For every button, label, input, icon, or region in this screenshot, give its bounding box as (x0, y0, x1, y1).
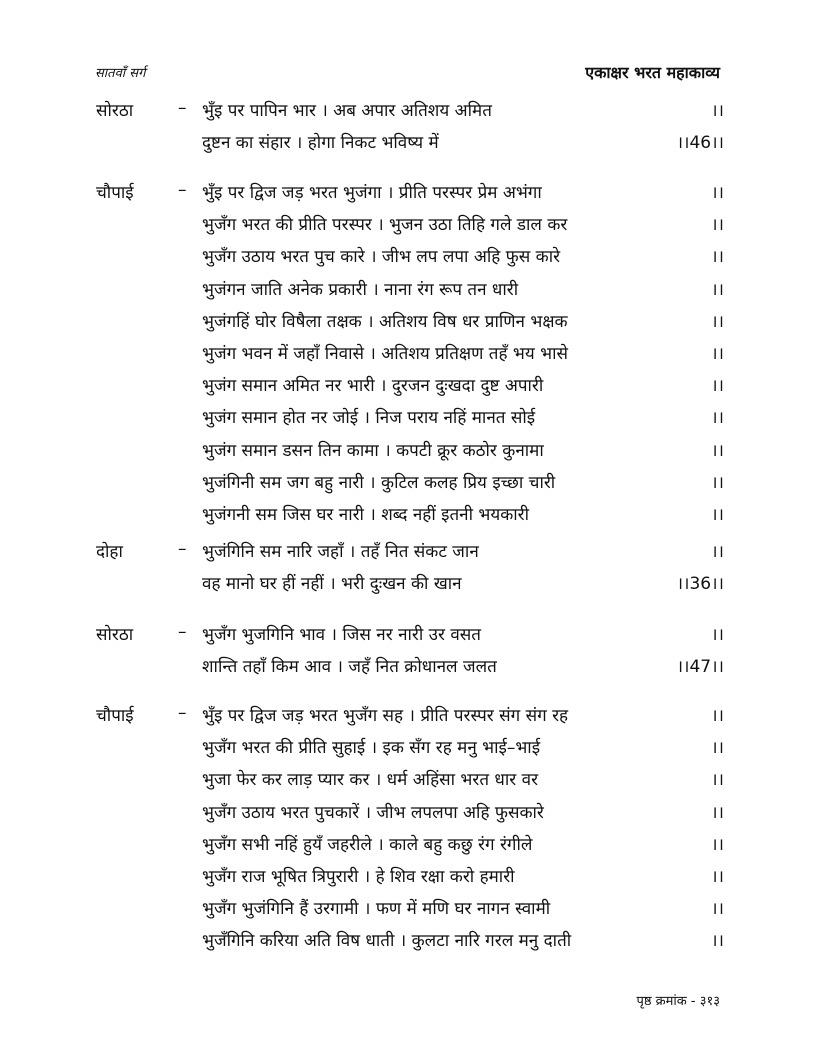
verse-line (202, 571, 724, 603)
stanza-2 (96, 180, 724, 534)
verse-line (202, 502, 724, 534)
verse-end-marker: ।।36।। (676, 574, 724, 595)
verse-line (202, 703, 724, 735)
verse-end-marker: ।। (711, 472, 724, 493)
stanza-label: दोहा (96, 542, 123, 562)
verse-text: भुजंगनी सम जिस घर नारी । शब्द नहीं इतनी भयकारी (202, 505, 530, 525)
verse-line (202, 341, 724, 373)
verse-line (202, 622, 724, 654)
verse-line (202, 180, 724, 212)
verse-line (202, 470, 724, 502)
verse-text: भुँइ पर द्विज जड़ भरत भुजँग सह । प्रीति परस्पर संग संग रह (202, 706, 569, 726)
verse-end-marker: ।।47।। (676, 657, 724, 678)
verse-line (202, 212, 724, 244)
verse-text: भुँइ पर द्विज जड़ भरत भुजंगा । प्रीति परस्पर प्रेम अभंगा (202, 183, 542, 203)
verse-end-marker: ।। (711, 183, 724, 203)
verse-text: भुजंग समान अमित नर भारी । दुरजन दुःखदा दुष्ट अपारी (202, 376, 544, 397)
verse-line (202, 277, 724, 309)
stanza-1 (96, 98, 724, 162)
verse-line (202, 928, 724, 960)
verse-text: भुजंगिनी सम जग बहु नारी । कुटिल कलह प्रिय इच्छा चारी (202, 472, 556, 493)
verse-end-marker: ।। (711, 931, 724, 952)
verse-line (202, 438, 724, 470)
page-number: पृष्ठ क्रमांक - ३१३ (636, 994, 720, 1009)
verse-end-marker: ।। (711, 802, 724, 823)
verse-end-marker: ।। (711, 899, 724, 920)
verse-text: भुजंग भवन में जहाँ निवासे । अतिशय प्रतिक्षण तहँ भय भासे (202, 344, 568, 364)
verse-text: वह मानो घर हीं नहीं । भरी दुःखन की खान (202, 574, 462, 595)
stanza-dash: – (178, 622, 187, 642)
verse-line (202, 244, 724, 276)
verse-end-marker: ।। (711, 867, 724, 887)
stanza-label: चौपाई (96, 183, 134, 203)
verse-text: भुजँग राज भूषित त्रिपुरारी । हे शिव रक्षा करो हमारी (202, 867, 515, 887)
verse-text: भुजंग समान होत नर जोई । निज पराय नहिं मानत सोई (202, 408, 536, 429)
chapter-header: सातवाँ सर्ग (95, 66, 146, 81)
verse-text: शान्ति तहाँ किम आव । जहँ नित क्रोधानल जलत (202, 657, 497, 678)
verse-end-marker: ।। (711, 344, 724, 364)
stanza-dash: – (178, 539, 187, 559)
verse-text: भुजँगिनि करिया अति विष धाती । कुलटा नारि गरल मनु दाती (202, 931, 572, 952)
stanza-dash: – (178, 703, 187, 723)
verse-text: भुँइ पर पापिन भार । अब अपार अतिशय अमित (202, 101, 492, 121)
verse-end-marker: ।। (711, 101, 724, 121)
verse-end-marker: ।। (711, 738, 724, 759)
verse-text: भुजंगहिं घोर विषैला तक्षक । अतिशय विष धर प्राणिन भक्षक (202, 311, 568, 332)
stanza-label: चौपाई (96, 706, 134, 726)
verse-text: भुजा फेर कर लाड़ प्यार कर । धर्म अहिंसा भरत धार वर (202, 770, 539, 791)
stanza-3 (96, 539, 724, 603)
verse-line (202, 896, 724, 928)
verse-end-marker: ।। (711, 770, 724, 791)
stanza-dash: – (178, 180, 187, 200)
verse-text: भुजँग भुजंगिनि हैं उरगामी । फण में मणि घर नागन स्वामी (202, 899, 551, 920)
verse-text: भुजँग भरत की प्रीति सुहाई । इक सँग रह मनु भाई–भाई (202, 738, 541, 759)
verse-end-marker: ।।46।। (676, 133, 724, 154)
verse-text: भुजँग उठाय भरत पुच कारे । जीभ लप लपा अहि फुस कारे (202, 247, 561, 268)
verse-text: दुष्टन का संहार । होगा निकट भविष्य में (202, 133, 439, 154)
verse-end-marker: ।। (711, 542, 724, 562)
verse-line (202, 654, 724, 686)
verse-text: भुजँग भरत की प्रीति परस्पर । भुजन उठा तिहि गले डाल कर (202, 215, 568, 236)
verse-line (202, 864, 724, 896)
verse-line (202, 373, 724, 405)
verse-text: भुजंगिनि सम नारि जहाँ । तहँ नित संकट जान (202, 542, 479, 562)
verse-line (202, 767, 724, 799)
verse-end-marker: ।। (711, 279, 724, 300)
verse-line (202, 309, 724, 341)
verse-end-marker: ।। (711, 440, 724, 461)
verse-end-marker: ।। (711, 625, 724, 645)
verse-text: भुजंग समान डसन तिन कामा । कपटी क्रूर कठोर कुनामा (202, 440, 544, 461)
verse-end-marker: ।। (711, 376, 724, 397)
verse-end-marker: ।। (711, 706, 724, 726)
verse-line (202, 539, 724, 571)
verse-line (202, 832, 724, 864)
verse-end-marker: ।। (711, 247, 724, 268)
stanza-dash: – (178, 98, 187, 118)
verse-text: भुजँग सभी नहिं हुयँ जहरीले । काले बहु कछु रंग रंगीले (202, 834, 533, 855)
stanza-label: सोरठा (96, 101, 134, 121)
verse-text: भुजँग उठाय भरत पुचकारें । जीभ लपलपा अहि फुसकारे (202, 802, 544, 823)
verse-end-marker: ।। (711, 505, 724, 525)
verse-text: भुजँग भुजगिनि भाव । जिस नर नारी उर वसत (202, 625, 481, 645)
verse-line (202, 130, 724, 162)
verse-line (202, 800, 724, 832)
book-title-header: एकाक्षर भरत महाकाव्य (585, 63, 720, 82)
verse-line (202, 735, 724, 767)
verse-end-marker: ।। (711, 215, 724, 236)
verse-end-marker: ।। (711, 311, 724, 332)
stanza-label: सोरठा (96, 625, 134, 645)
stanza-5 (96, 703, 724, 961)
stanza-4 (96, 622, 724, 686)
verse-line (202, 98, 724, 130)
verse-end-marker: ।। (711, 834, 724, 855)
verse-text: भुजंगन जाति अनेक प्रकारी । नाना रंग रूप तन धारी (202, 279, 519, 300)
verse-line (202, 405, 724, 437)
verse-end-marker: ।। (711, 408, 724, 429)
